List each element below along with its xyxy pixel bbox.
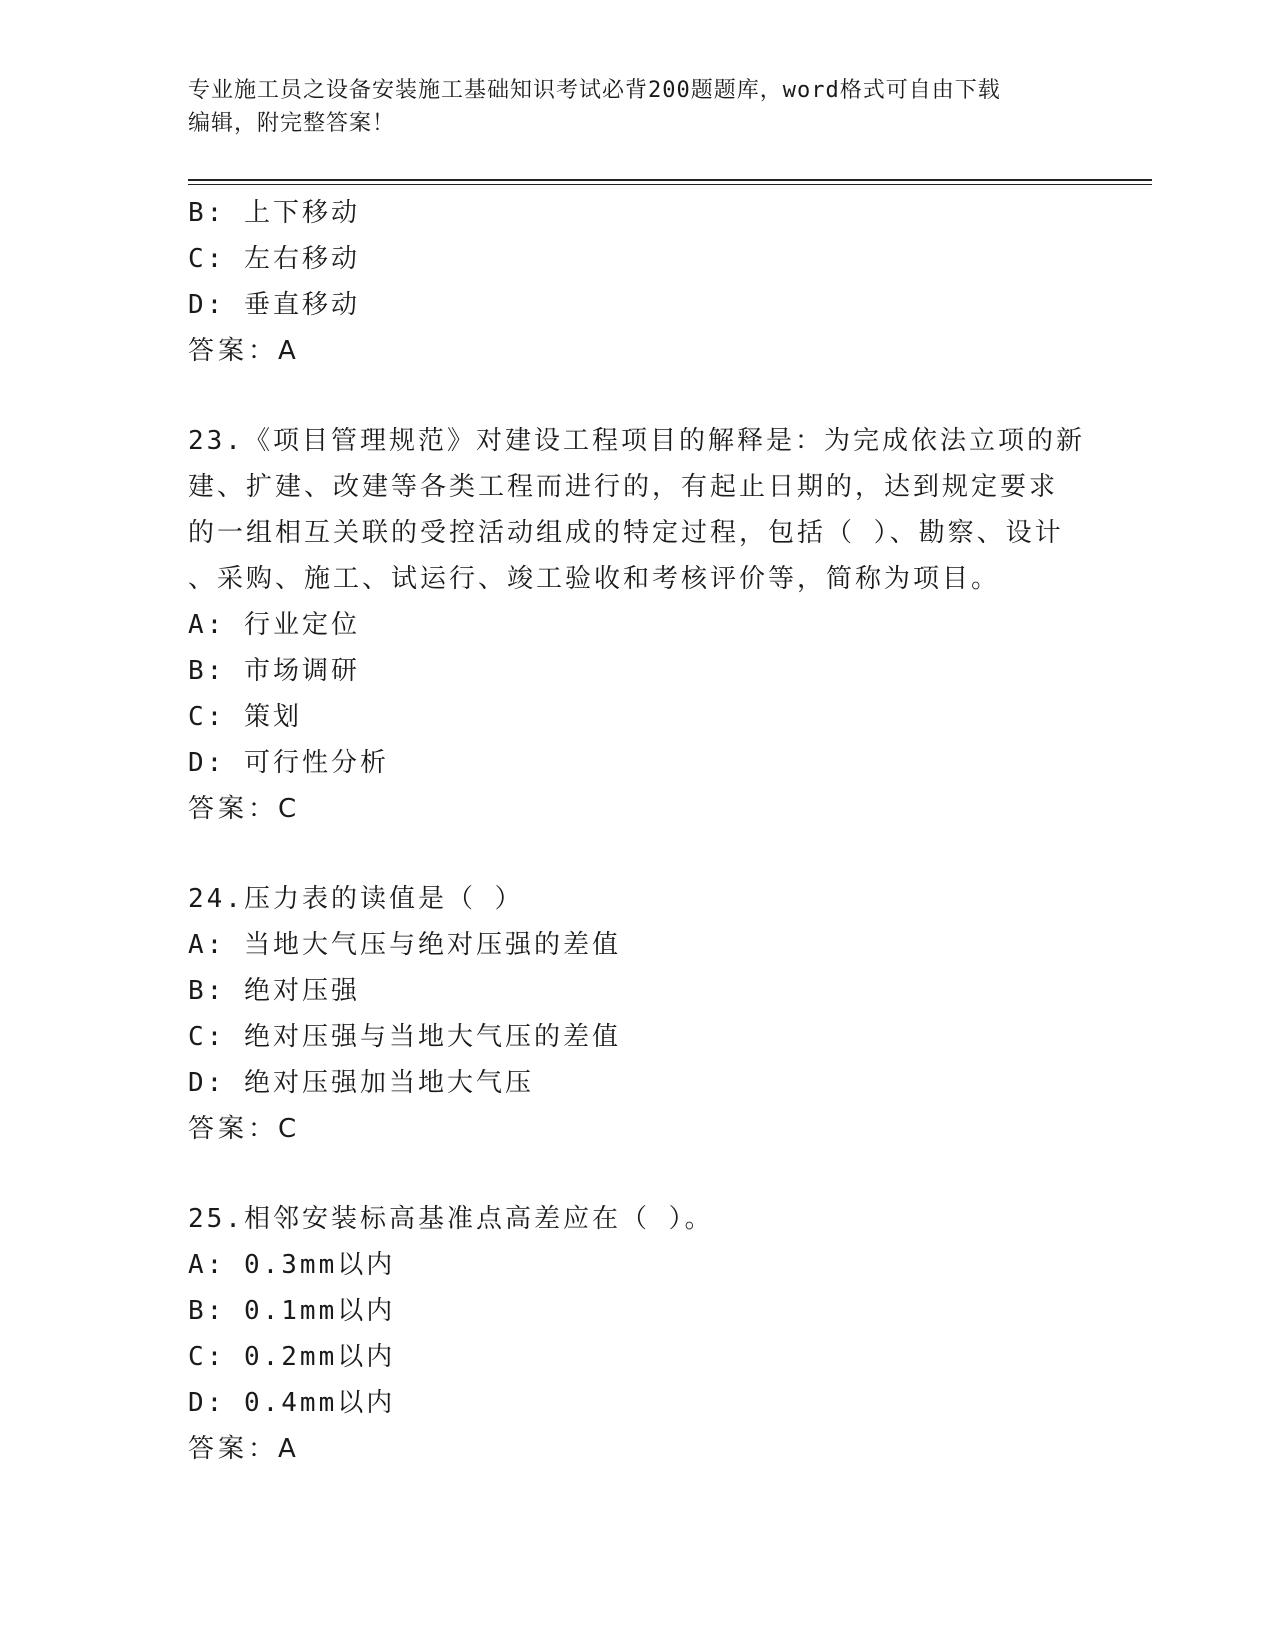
question-text-line: 、采购、施工、试运行、竣工验收和考核评价等，简称为项目。 [188, 564, 1001, 594]
question-25 [188, 1196, 1088, 1472]
option-c: C: 策划 [188, 702, 302, 732]
option-a: A: 行业定位 [188, 610, 360, 640]
header-line-2: 编辑，附完整答案！ [188, 111, 396, 136]
option-b: B: 市场调研 [188, 656, 360, 686]
option-c: C: 绝对压强与当地大气压的差值 [188, 1022, 621, 1052]
question-24 [188, 876, 1088, 1152]
option-c: C: 0.2mm以内 [188, 1342, 396, 1372]
answer: 答案：A [188, 336, 300, 366]
question-list [188, 190, 1088, 1472]
question-text-line: 23.《项目管理规范》对建设工程项目的解释是：为完成依法立项的新 [188, 426, 1085, 456]
option-b: B: 绝对压强 [188, 976, 360, 1006]
question-22-continued [188, 190, 1088, 374]
option-d: D: 0.4mm以内 [188, 1388, 396, 1418]
option-d: D: 可行性分析 [188, 748, 389, 778]
document-header [188, 74, 1088, 140]
option-d: D: 绝对压强加当地大气压 [188, 1068, 534, 1098]
header-line-1: 专业施工员之设备安装施工基础知识考试必背200题题库，word格式可自由下载 [188, 78, 1001, 103]
option-b: B: 上下移动 [188, 198, 360, 228]
answer: 答案：C [188, 1114, 301, 1144]
header-divider-thin [188, 184, 1152, 185]
option-c: C: 左右移动 [188, 244, 360, 274]
question-text-line: 的一组相互关联的受控活动组成的特定过程，包括（ ）、勘察、设计 [188, 518, 1064, 548]
question-text-line: 建、扩建、改建等各类工程而进行的，有起止日期的，达到规定要求 [188, 472, 1059, 502]
header-divider [188, 179, 1152, 181]
question-text-line: 25.相邻安装标高基准点高差应在（ ）。 [188, 1204, 714, 1234]
option-b: B: 0.1mm以内 [188, 1296, 396, 1326]
option-a: A: 0.3mm以内 [188, 1250, 396, 1280]
answer: 答案：C [188, 794, 301, 824]
option-a: A: 当地大气压与绝对压强的差值 [188, 930, 621, 960]
question-23 [188, 418, 1088, 832]
question-text-line: 24.压力表的读值是（ ） [188, 884, 524, 914]
answer: 答案：A [188, 1434, 300, 1464]
option-d: D: 垂直移动 [188, 290, 360, 320]
